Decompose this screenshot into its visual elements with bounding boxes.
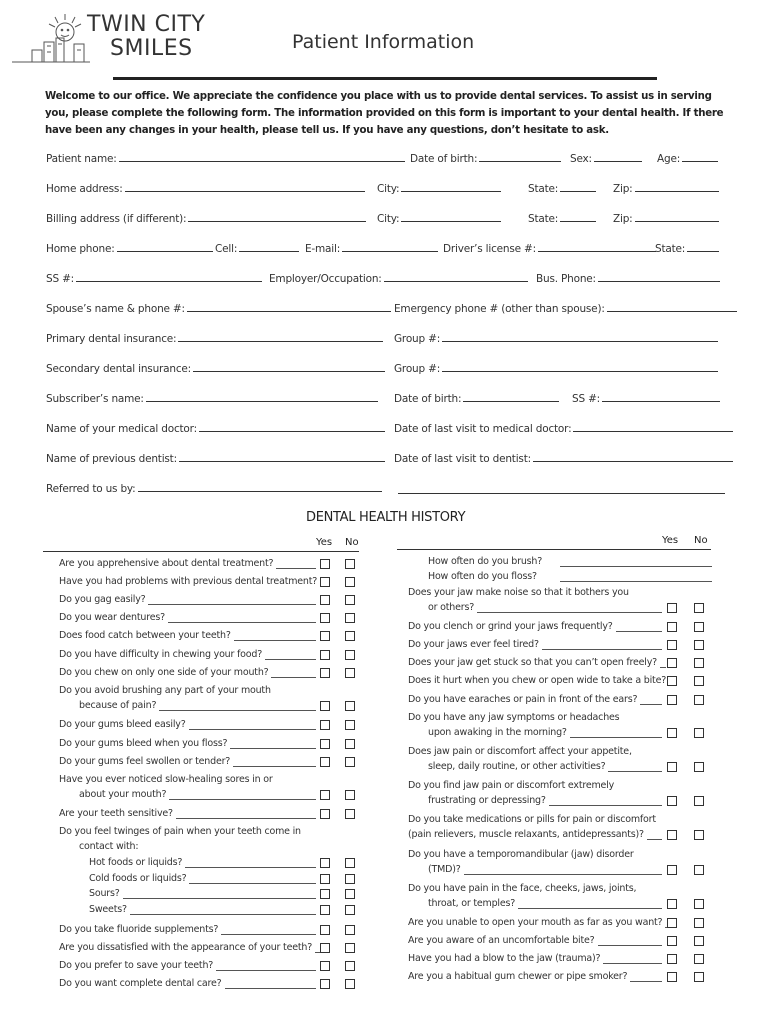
dob-label: Date of birth: [410, 153, 478, 165]
right-no-checkbox-5[interactable] [694, 640, 704, 650]
group2-field[interactable] [394, 362, 718, 375]
right-no-checkbox-14[interactable] [694, 796, 704, 806]
left-question-10: Do your gums bleed when you floss? [59, 738, 228, 749]
right-no-checkbox-8[interactable] [694, 695, 704, 705]
employer-field[interactable] [269, 272, 528, 285]
yes-header-left: Yes [316, 537, 333, 548]
left-column-rule [43, 551, 359, 552]
left-no-checkbox-1[interactable] [345, 577, 355, 587]
left-yes-checkbox-19[interactable] [320, 889, 330, 899]
left-yes-checkbox-20[interactable] [320, 905, 330, 915]
right-no-checkbox-6[interactable] [694, 658, 704, 668]
left-yes-checkbox-10[interactable] [320, 739, 330, 749]
right-question-23: Have you had a blow to the jaw (trauma)? [408, 953, 601, 964]
right-answer-line-12[interactable] [608, 771, 662, 772]
left-question-6: Do you chew on only one side of your mouth? [59, 667, 269, 678]
left-yes-checkbox-18[interactable] [320, 874, 330, 884]
primary-insurance-label: Primary dental insurance: [46, 333, 177, 345]
left-no-checkbox-8[interactable] [345, 701, 355, 711]
state-label: State: [528, 183, 559, 195]
right-question-13: Do you find jaw pain or discomfort extremely [408, 780, 615, 791]
ss-label: SS #: [46, 273, 75, 285]
left-answer-line-4[interactable] [234, 640, 316, 641]
logo-text-line1: TWIN CITY [87, 12, 206, 37]
left-question-3: Do you wear dentures? [59, 612, 165, 623]
left-no-checkbox-11[interactable] [345, 757, 355, 767]
left-question-4: Does food catch between your teeth? [59, 630, 231, 641]
right-no-checkbox-4[interactable] [694, 622, 704, 632]
right-question-22: Are you aware of an uncomfortable bite? [408, 935, 595, 946]
right-question-18: (TMD)? [428, 864, 461, 875]
right-answer-line-24[interactable] [630, 981, 662, 982]
right-yes-checkbox-24[interactable] [667, 972, 677, 982]
left-answer-line-21[interactable] [221, 934, 316, 935]
drivers-license-field[interactable] [443, 242, 656, 255]
right-yes-checkbox-22[interactable] [667, 936, 677, 946]
right-question-0: How often do you brush? [428, 556, 543, 567]
billing-city-label: City: [377, 213, 400, 225]
right-question-21: Are you unable to open your mouth as far as you want? [408, 917, 663, 928]
right-question-8: Do you have earaches or pain in front of the ears? [408, 694, 638, 705]
billing-address-field[interactable] [46, 212, 366, 225]
left-no-checkbox-18[interactable] [345, 874, 355, 884]
group2-label: Group #: [394, 363, 441, 375]
billing-state-field[interactable] [528, 212, 596, 225]
left-answer-line-2[interactable] [148, 604, 316, 605]
left-yes-checkbox-1[interactable] [320, 577, 330, 587]
previous-dentist-label: Name of previous dentist: [46, 453, 177, 465]
left-yes-checkbox-17[interactable] [320, 858, 330, 868]
right-question-17: Do you have a temporomandibular (jaw) disorder [408, 849, 634, 860]
right-no-checkbox-12[interactable] [694, 762, 704, 772]
last-visit-dentist-label: Date of last visit to dentist: [394, 453, 531, 465]
home-phone-field[interactable] [46, 242, 213, 255]
left-question-16: contact with: [79, 841, 139, 852]
billing-zip-label: Zip: [613, 213, 633, 225]
right-question-19: Do you have pain in the face, cheeks, jaws, joints, [408, 883, 637, 894]
right-yes-checkbox-21[interactable] [667, 918, 677, 928]
city-label: City: [377, 183, 400, 195]
patient-name-field[interactable] [46, 152, 405, 165]
subscriber-ss-field[interactable] [572, 392, 720, 405]
cell-label: Cell: [215, 243, 238, 255]
left-question-17: Hot foods or liquids? [89, 857, 183, 868]
right-answer-line-18[interactable] [464, 874, 662, 875]
sex-label: Sex: [570, 153, 592, 165]
group-label: Group #: [394, 333, 441, 345]
medical-doctor-field[interactable] [46, 422, 385, 435]
right-no-checkbox-18[interactable] [694, 865, 704, 875]
subscriber-dob-field[interactable] [394, 392, 559, 405]
sun-face-icon [10, 10, 90, 68]
last-visit-dentist-field[interactable] [394, 452, 733, 465]
left-yes-checkbox-6[interactable] [320, 668, 330, 678]
left-question-0: Are you apprehensive about dental treatment? [59, 558, 274, 569]
right-no-checkbox-10[interactable] [694, 728, 704, 738]
left-yes-checkbox-8[interactable] [320, 701, 330, 711]
left-answer-line-13[interactable] [169, 799, 316, 800]
left-no-checkbox-14[interactable] [345, 809, 355, 819]
no-header-left: No [345, 537, 359, 548]
billing-zip-field[interactable] [613, 212, 719, 225]
secondary-insurance-field[interactable] [46, 362, 385, 375]
left-question-2: Do you gag easily? [59, 594, 146, 605]
left-no-checkbox-17[interactable] [345, 858, 355, 868]
right-question-7: Does it hurt when you chew or open wide to take a bite? [408, 675, 667, 686]
previous-dentist-field[interactable] [46, 452, 385, 465]
left-question-5: Do you have difficulty in chewing your food? [59, 649, 263, 660]
right-answer-line-6[interactable] [660, 667, 666, 668]
billing-city-field[interactable] [377, 212, 501, 225]
left-no-checkbox-0[interactable] [345, 559, 355, 569]
right-column-rule [397, 549, 711, 550]
left-yes-checkbox-23[interactable] [320, 961, 330, 971]
left-no-checkbox-19[interactable] [345, 889, 355, 899]
right-yes-checkbox-16[interactable] [667, 830, 677, 840]
sex-field[interactable] [570, 152, 642, 165]
right-answer-line-4[interactable] [616, 631, 662, 632]
right-yes-checkbox-7[interactable] [667, 676, 677, 686]
logo-text-line2: SMILES [110, 36, 193, 61]
left-question-12: Have you ever noticed slow-healing sores in or [59, 774, 273, 785]
left-no-checkbox-13[interactable] [345, 790, 355, 800]
secondary-insurance-label: Secondary dental insurance: [46, 363, 192, 375]
right-no-checkbox-3[interactable] [694, 603, 704, 613]
history-title: DENTAL HEALTH HISTORY [306, 510, 466, 525]
left-yes-checkbox-14[interactable] [320, 809, 330, 819]
right-answer-line-8[interactable] [640, 704, 662, 705]
ss-field[interactable] [46, 272, 262, 285]
left-no-checkbox-23[interactable] [345, 961, 355, 971]
zip-field[interactable] [613, 182, 719, 195]
dob-field[interactable] [410, 152, 561, 165]
right-question-14: frustrating or depressing? [428, 795, 546, 806]
right-answer-line-23[interactable] [603, 963, 662, 964]
bus-phone-label: Bus. Phone: [536, 273, 596, 285]
left-question-13: about your mouth? [79, 789, 167, 800]
left-yes-checkbox-22[interactable] [320, 943, 330, 953]
left-answer-line-23[interactable] [216, 970, 316, 971]
right-yes-checkbox-4[interactable] [667, 622, 677, 632]
right-answer-line-20[interactable] [518, 908, 662, 909]
left-question-22: Are you dissatisfied with the appearance of your teeth? [59, 942, 313, 953]
right-answer-line-5[interactable] [542, 649, 662, 650]
right-question-1: How often do you floss? [428, 571, 537, 582]
left-answer-line-24[interactable] [225, 988, 316, 989]
left-question-11: Do your gums feel swollen or tender? [59, 756, 231, 767]
emergency-label: Emergency phone # (other than spouse): [394, 303, 605, 315]
employer-label: Employer/Occupation: [269, 273, 382, 285]
right-yes-checkbox-5[interactable] [667, 640, 677, 650]
left-answer-line-3[interactable] [168, 622, 316, 623]
right-no-checkbox-23[interactable] [694, 954, 704, 964]
last-visit-doctor-label: Date of last visit to medical doctor: [394, 423, 572, 435]
left-yes-checkbox-5[interactable] [320, 650, 330, 660]
billing-state-label: State: [528, 213, 559, 225]
right-yes-checkbox-10[interactable] [667, 728, 677, 738]
right-question-3: or others? [428, 602, 475, 613]
left-no-checkbox-9[interactable] [345, 720, 355, 730]
left-yes-checkbox-3[interactable] [320, 613, 330, 623]
right-answer-line-22[interactable] [598, 945, 662, 946]
no-header-right: No [694, 535, 708, 546]
medical-doctor-label: Name of your medical doctor: [46, 423, 197, 435]
left-yes-checkbox-24[interactable] [320, 979, 330, 989]
left-no-checkbox-6[interactable] [345, 668, 355, 678]
subscriber-dob-label: Date of birth: [394, 393, 462, 405]
left-no-checkbox-3[interactable] [345, 613, 355, 623]
left-yes-checkbox-4[interactable] [320, 631, 330, 641]
right-yes-checkbox-3[interactable] [667, 603, 677, 613]
right-question-12: sleep, daily routine, or other activities? [428, 761, 606, 772]
right-question-15: Do you take medications or pills for pain or discomfort [408, 814, 656, 825]
left-answer-line-20[interactable] [130, 914, 316, 915]
spouse-field[interactable] [46, 302, 391, 315]
left-question-1: Have you had problems with previous dental treatment? [59, 576, 318, 587]
right-question-6: Does your jaw get stuck so that you can’t open freely? [408, 657, 657, 668]
right-answer-line-16[interactable] [647, 839, 662, 840]
left-no-checkbox-20[interactable] [345, 905, 355, 915]
right-answer-line-10[interactable] [570, 737, 662, 738]
left-yes-checkbox-9[interactable] [320, 720, 330, 730]
billing-address-label: Billing address (if different): [46, 213, 187, 225]
subscriber-label: Subscriber’s name: [46, 393, 144, 405]
referred-label: Referred to us by: [46, 483, 136, 495]
left-no-checkbox-22[interactable] [345, 943, 355, 953]
referred-extra-line[interactable] [398, 493, 725, 494]
left-question-15: Do you feel twinges of pain when your teeth come in [59, 826, 301, 837]
yes-header-right: Yes [662, 535, 679, 546]
dl-state-field[interactable] [655, 242, 719, 255]
right-question-4: Do you clench or grind your jaws frequently? [408, 621, 613, 632]
bus-phone-field[interactable] [536, 272, 720, 285]
right-question-2: Does your jaw make noise so that it bothers you [408, 587, 629, 598]
email-field[interactable] [305, 242, 438, 255]
right-no-checkbox-22[interactable] [694, 936, 704, 946]
subscriber-ss-label: SS #: [572, 393, 601, 405]
zip-label: Zip: [613, 183, 633, 195]
right-question-10: upon awaking in the morning? [428, 727, 567, 738]
page-title: Patient Information [292, 31, 475, 53]
left-no-checkbox-24[interactable] [345, 979, 355, 989]
right-answer-line-3[interactable] [477, 612, 662, 613]
right-question-16: (pain relievers, muscle relaxants, antidepressants)? [408, 829, 644, 840]
home-address-label: Home address: [46, 183, 123, 195]
age-label: Age: [657, 153, 681, 165]
right-no-checkbox-20[interactable] [694, 899, 704, 909]
left-no-checkbox-10[interactable] [345, 739, 355, 749]
left-question-8: because of pain? [79, 700, 157, 711]
left-answer-line-14[interactable] [176, 818, 316, 819]
right-yes-checkbox-20[interactable] [667, 899, 677, 909]
left-question-14: Are your teeth sensitive? [59, 808, 173, 819]
left-answer-line-17[interactable] [185, 867, 316, 868]
left-answer-line-19[interactable] [123, 898, 316, 899]
right-no-checkbox-24[interactable] [694, 972, 704, 982]
right-yes-checkbox-18[interactable] [667, 865, 677, 875]
left-yes-checkbox-2[interactable] [320, 595, 330, 605]
group-field[interactable] [394, 332, 718, 345]
right-question-24: Are you a habitual gum chewer or pipe smoker? [408, 971, 628, 982]
drivers-license-label: Driver’s license #: [443, 243, 536, 255]
left-answer-line-5[interactable] [265, 659, 316, 660]
right-question-5: Do your jaws ever feel tired? [408, 639, 539, 650]
left-no-checkbox-21[interactable] [345, 925, 355, 935]
cell-field[interactable] [215, 242, 299, 255]
left-yes-checkbox-0[interactable] [320, 559, 330, 569]
left-question-7: Do you avoid brushing any part of your mouth [59, 685, 271, 696]
left-question-18: Cold foods or liquids? [89, 873, 187, 884]
subscriber-field[interactable] [46, 392, 378, 405]
title-underline [113, 77, 657, 80]
left-question-23: Do you prefer to save your teeth? [59, 960, 214, 971]
dl-state-label: State: [655, 243, 686, 255]
left-question-20: Sweets? [89, 904, 127, 915]
right-question-9: Do you have any jaw symptoms or headaches [408, 712, 620, 723]
left-question-9: Do your gums bleed easily? [59, 719, 186, 730]
patient-name-label: Patient name: [46, 153, 117, 165]
city-field[interactable] [377, 182, 501, 195]
home-phone-label: Home phone: [46, 243, 115, 255]
intro-paragraph: Welcome to our office. We appreciate the confidence you place with us to provide dental services. To assist us in serving you, please complete the following form. The information provided on this form is important to your dental health. If there have been any changes in your health, please tell us. If you have any questions, don’t hesitate to ask. [45, 91, 724, 136]
home-address-field[interactable] [46, 182, 365, 195]
left-no-checkbox-4[interactable] [345, 631, 355, 641]
right-question-11: Does jaw pain or discomfort affect your appetite, [408, 746, 632, 757]
left-question-24: Do you want complete dental care? [59, 978, 222, 989]
left-no-checkbox-5[interactable] [345, 650, 355, 660]
left-yes-checkbox-13[interactable] [320, 790, 330, 800]
left-question-19: Sours? [89, 888, 120, 899]
left-yes-checkbox-21[interactable] [320, 925, 330, 935]
left-answer-line-18[interactable] [189, 883, 316, 884]
referred-field[interactable] [46, 482, 382, 495]
spouse-label: Spouse’s name & phone #: [46, 303, 185, 315]
right-answer-line-1[interactable] [560, 581, 712, 582]
left-no-checkbox-2[interactable] [345, 595, 355, 605]
left-answer-line-8[interactable] [159, 710, 316, 711]
left-answer-line-10[interactable] [230, 748, 316, 749]
age-field[interactable] [657, 152, 718, 165]
right-yes-checkbox-6[interactable] [667, 658, 677, 668]
last-visit-doctor-field[interactable] [394, 422, 733, 435]
left-answer-line-9[interactable] [189, 729, 316, 730]
primary-insurance-field[interactable] [46, 332, 383, 345]
email-label: E-mail: [305, 243, 341, 255]
logo [10, 10, 220, 68]
right-yes-checkbox-8[interactable] [667, 695, 677, 705]
right-no-checkbox-7[interactable] [694, 676, 704, 686]
right-yes-checkbox-23[interactable] [667, 954, 677, 964]
left-question-21: Do you take fluoride supplements? [59, 924, 219, 935]
left-yes-checkbox-11[interactable] [320, 757, 330, 767]
right-question-20: throat, or temples? [428, 898, 516, 909]
state-field[interactable] [528, 182, 596, 195]
right-no-checkbox-21[interactable] [694, 918, 704, 928]
right-yes-checkbox-12[interactable] [667, 762, 677, 772]
left-answer-line-6[interactable] [271, 677, 316, 678]
right-answer-line-0[interactable] [560, 566, 712, 567]
right-no-checkbox-16[interactable] [694, 830, 704, 840]
emergency-field[interactable] [394, 302, 737, 315]
right-answer-line-14[interactable] [549, 805, 662, 806]
left-answer-line-11[interactable] [233, 766, 316, 767]
left-answer-line-0[interactable] [276, 568, 316, 569]
right-yes-checkbox-14[interactable] [667, 796, 677, 806]
